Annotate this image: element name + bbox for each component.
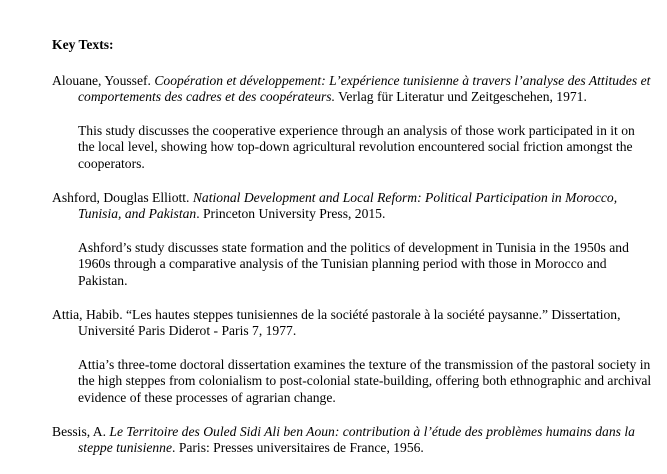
citation-publication: Verlag für Literatur und Zeitgeschehen, 1971. bbox=[338, 89, 587, 105]
citation bbox=[52, 307, 652, 340]
annotation: Ashford’s study discusses state formation and the politics of development in Tunisia in the 1950s and 1960s through a comparative analysis of the Tunisian planning period with those in Morocco and Pakistan. bbox=[78, 239, 629, 288]
bibliography-entry bbox=[52, 73, 652, 173]
section-heading: Key Texts: bbox=[52, 37, 114, 52]
document-page bbox=[52, 37, 652, 474]
citation-publication: . Paris: Presses universitaires de France, 1956. bbox=[172, 440, 424, 456]
annotation: Attia’s three-tome doctoral dissertation examines the texture of the transmission of the pastoral society in the high steppes from colonialism to post-colonial state-building, offering both ethnographic and archival evidence of these processes of agrarian change. bbox=[78, 356, 652, 405]
citation bbox=[52, 190, 652, 223]
citation bbox=[52, 424, 652, 457]
bibliography-entry bbox=[52, 424, 652, 457]
citation bbox=[52, 73, 652, 106]
citation-author: Ashford, Douglas Elliott. bbox=[52, 189, 190, 205]
citation-publication: . Princeton University Press, 2015. bbox=[196, 206, 386, 222]
citation-author: Alouane, Youssef. bbox=[52, 72, 151, 88]
citation-author: Attia, Habib. bbox=[52, 306, 123, 322]
citation-title: Le Territoire des Ouled Sidi Ali ben Aoun: contribution à l’étude des problèmes humains dans la steppe tunisienne bbox=[78, 423, 635, 456]
citation-publication: “Les hautes steppes tunisiennes de la société pastorale à la société paysanne.” Dissertation, Université Paris Diderot - Paris 7, 1977. bbox=[78, 306, 621, 339]
citation-title: National Development and Local Reform: Political Participation in Morocco, Tunisia, and Pakistan bbox=[78, 189, 618, 222]
annotation: This study discusses the cooperative experience through an analysis of those work participated in it on the local level, showing how top-down agricultural revolution encountered social friction amongst the cooperators. bbox=[78, 122, 635, 171]
citation-author: Bessis, A. bbox=[52, 423, 107, 439]
bibliography-entry bbox=[52, 190, 652, 290]
citation-title: Coopération et développement: L’expérience tunisienne à travers l’analyse des Attitudes et comportements des cadres et des coopérateurs. bbox=[78, 72, 651, 105]
bibliography-entry bbox=[52, 307, 652, 407]
